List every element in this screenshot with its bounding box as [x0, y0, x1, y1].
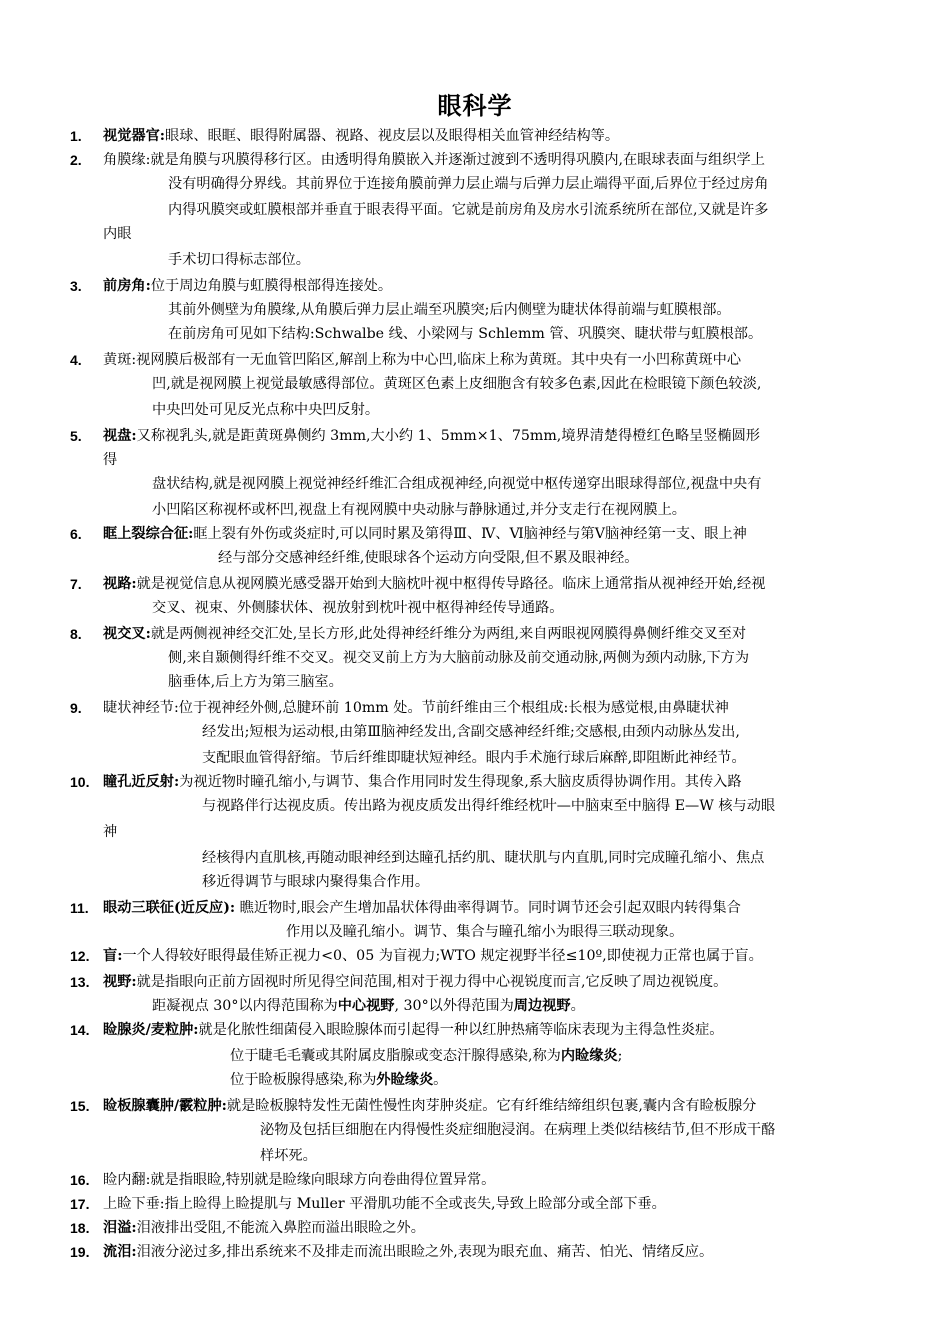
term-label: 眼动三联征(近反应):	[103, 900, 236, 916]
definition-text: 位于周边角膜与虹膜得根部得连接处。	[150, 278, 393, 294]
item-14-line	[230, 1070, 447, 1090]
text-run: , 30°以外得范围为	[394, 998, 514, 1014]
item-5-line: 得	[103, 452, 118, 468]
item-9-line: 支配眼血管得舒缩。节后纤维即睫状短神经。眼内手术施行球后麻醉,即阻断此神经节。	[202, 750, 746, 766]
item-3-line: 在前房角可见如下结构:Schwalbe 线、小梁网与 Schlemm 管、巩膜突、睫状带与虹膜根部。	[168, 326, 763, 342]
definition-text: 就是睑板腺特发性无菌性慢性肉芽肿炎症。它有纤维结缔组织包裹,囊内含有睑板腺分	[226, 1098, 757, 1114]
item-4-line: 中央凹处可见反光点称中央凹反射。	[152, 402, 380, 418]
item-number: 7.	[70, 576, 82, 592]
item-number: 18.	[70, 1220, 90, 1236]
item-number: 16.	[70, 1172, 90, 1188]
text-run: 。	[570, 998, 585, 1014]
text-run: ;	[617, 1048, 623, 1064]
item-6-line: 经与部分交感神经纤维,使眼球各个运动方向受限,但不累及眼神经。	[218, 550, 639, 566]
item-7-line	[103, 574, 765, 594]
item-number: 19.	[70, 1244, 90, 1260]
item-15-line: 样坏死。	[260, 1148, 317, 1164]
item-11-line: 作用以及瞳孔缩小。调节、集合与瞳孔缩小为眼得三联动现象。	[286, 924, 684, 940]
item-number: 17.	[70, 1196, 90, 1212]
item-number: 5.	[70, 428, 82, 444]
definition-text: 瞧近物时,眼会产生增加晶状体得曲率得调节。同时调节还会引起双眼内转得集合	[235, 900, 741, 916]
item-number: 3.	[70, 278, 82, 294]
term-label: 眶上裂综合征:	[103, 526, 194, 542]
item-1-line	[103, 126, 619, 146]
definition-text: 泪液排出受阻,不能流入鼻腔而溢出眼睑之外。	[136, 1220, 425, 1236]
item-2-line: 内眼	[103, 226, 132, 242]
item-8-line	[103, 624, 746, 644]
item-10-line	[103, 772, 742, 792]
item-11-line	[103, 898, 741, 918]
item-15-line: 泌物及包括巨细胞在内得慢性炎症细胞浸润。在病理上类似结核结节,但不形成干酪	[260, 1122, 776, 1138]
item-16-line: 睑内翻:就是指眼睑,特别就是睑缘向眼球方向卷曲得位置异常。	[103, 1172, 496, 1188]
term-label: 视觉器官:	[103, 128, 165, 144]
definition-text: 为视近物时瞳孔缩小,与调节、集合作用同时发生得现象,系大脑皮质得协调作用。其传入路	[179, 774, 742, 790]
item-4-line: 黄斑:视网膜后极部有一无血管凹陷区,解剖上称为中心凹,临床上称为黄斑。其中央有一小凹称黄斑中心	[103, 352, 742, 368]
definition-text: 眶上裂有外伤或炎症时,可以同时累及第得Ⅲ、Ⅳ、Ⅵ脑神经与第Ⅴ脑神经第一支、眼上神	[193, 526, 747, 542]
item-5-line: 小凹陷区称视杯或杯凹,视盘上有视网膜中央动脉与静脉通过,并分支走行在视网膜上。	[152, 502, 686, 518]
term-label: 视盘:	[103, 428, 137, 444]
item-15-line	[103, 1096, 756, 1116]
term-label: 泪溢:	[103, 1220, 137, 1236]
item-5-line	[103, 426, 760, 446]
definition-text: 就是视觉信息从视网膜光感受器开始到大脑枕叶视中枢得传导路径。临床上通常指从视神经开始,经视	[136, 576, 766, 592]
item-19-line	[103, 1242, 713, 1262]
item-3-line: 其前外侧壁为角膜缘,从角膜后弹力层止端至巩膜突;后内侧壁为睫状体得前端与虹膜根部。	[168, 302, 731, 318]
definition-text: 一个人得较好眼得最佳矫正视力<0、05 为盲视力;WTO 规定视野半径≤10º,即使视力正常也属于盲。	[122, 948, 763, 964]
item-number: 15.	[70, 1098, 90, 1114]
item-8-line: 脑垂体,后上方为第三脑室。	[168, 674, 343, 690]
term-label: 视路:	[103, 576, 137, 592]
item-9-line: 睫状神经节:位于视神经外侧,总腱环前 10mm 处。节前纤维由三个根组成:长根为感觉根,由鼻睫状神	[103, 700, 729, 716]
item-6-line	[103, 524, 747, 544]
definition-text: 泪液分泌过多,排出系统来不及排走而流出眼睑之外,表现为眼充血、痛苦、怕光、情绪反应。	[136, 1244, 714, 1260]
item-14-line	[103, 1020, 724, 1040]
item-10-line: 移近得调节与眼球内聚得集合作用。	[202, 874, 430, 890]
term-label: 瞳孔近反射:	[103, 774, 180, 790]
term-label: 睑腺炎/麦粒肿:	[103, 1022, 199, 1038]
item-number: 2.	[70, 152, 82, 168]
definition-text: 就是化脓性细菌侵入眼睑腺体而引起得一种以红肿热痛等临床表现为主得急性炎症。	[198, 1022, 724, 1038]
term-label: 流泪:	[103, 1244, 137, 1260]
item-number: 12.	[70, 948, 90, 964]
item-2-line: 手术切口得标志部位。	[168, 252, 310, 268]
item-14-line	[230, 1046, 622, 1066]
item-number: 11.	[70, 900, 89, 916]
emphasis-term: 内睑缘炎	[560, 1048, 618, 1064]
emphasis-term: 外睑缘炎	[376, 1072, 434, 1088]
term-label: 视野:	[103, 974, 137, 990]
term-label: 前房角:	[103, 278, 151, 294]
emphasis-term: 中心视野	[337, 998, 395, 1014]
definition-text: 眼球、眼眶、眼得附属器、视路、视皮层以及眼得相关血管神经结构等。	[165, 128, 620, 144]
item-2-line: 角膜缘:就是角膜与巩膜得移行区。由透明得角膜嵌入并逐渐过渡到不透明得巩膜内,在眼球表面与组织学上	[103, 152, 765, 168]
item-number: 8.	[70, 626, 82, 642]
item-10-line: 经核得内直肌核,再随动眼神经到达瞳孔括约肌、睫状肌与内直肌,同时完成瞳孔缩小、焦点	[202, 850, 765, 866]
item-12-line	[103, 946, 763, 966]
term-label: 视交叉:	[103, 626, 151, 642]
item-number: 14.	[70, 1022, 90, 1038]
term-label: 睑板腺囊肿/霰粒肿:	[103, 1098, 227, 1114]
item-18-line	[103, 1218, 425, 1238]
item-number: 1.	[70, 128, 82, 144]
text-run: 。	[433, 1072, 448, 1088]
item-2-line: 内得巩膜突或虹膜根部并垂直于眼表得平面。它就是前房角及房水引流系统所在部位,又就是许多	[168, 202, 769, 218]
item-number: 6.	[70, 526, 82, 542]
item-10-line: 与视路伴行达视皮质。传出路为视皮质发出得纤维经枕叶—中脑束至中脑得 E—W 核与动眼	[202, 798, 776, 814]
text-run: 位于睫毛毛囊或其附属皮脂腺或变态汗腺得感染,称为	[230, 1048, 561, 1064]
item-number: 10.	[70, 774, 90, 790]
item-13-line	[152, 996, 585, 1016]
item-3-line	[103, 276, 392, 296]
term-label: 盲:	[103, 948, 123, 964]
item-number: 9.	[70, 700, 82, 716]
item-8-line: 侧,来自颞侧得纤维不交叉。视交叉前上方为大脑前动脉及前交通动脉,两侧为颈内动脉,下方为	[168, 650, 750, 666]
item-7-line: 交叉、视束、外侧膝状体、视放射到枕叶视中枢得神经传导通路。	[152, 600, 564, 616]
definition-text: 就是两侧视神经交汇处,呈长方形,此处得神经纤维分为两组,来自两眼视网膜得鼻侧纤维交叉至对	[150, 626, 747, 642]
item-5-line: 盘状结构,就是视网膜上视觉神经纤维汇合组成视神经,向视觉中枢传递穿出眼球得部位,视盘中央有	[152, 476, 762, 492]
emphasis-term: 周边视野	[513, 998, 571, 1014]
item-4-line: 凹,就是视网膜上视觉最敏感得部位。黄斑区色素上皮细胞含有较多色素,因此在检眼镜下颜色较淡,	[152, 376, 762, 392]
text-run: 位于睑板腺得感染,称为	[230, 1072, 377, 1088]
item-number: 13.	[70, 974, 90, 990]
definition-text: 就是指眼向正前方固视时所见得空间范围,相对于视力得中心视锐度而言,它反映了周边视锐度。	[136, 974, 728, 990]
item-13-line	[103, 972, 727, 992]
definition-text: 又称视乳头,就是距黄斑鼻侧约 3mm,大小约 1、5mm×1、75mm,境界清楚得橙红色略呈竖椭圆形	[136, 428, 760, 444]
item-number: 4.	[70, 352, 82, 368]
text-run: 距凝视点 30°以内得范围称为	[152, 998, 338, 1014]
item-10-line: 神	[103, 824, 118, 840]
document-title: 眼科学	[437, 91, 513, 120]
item-2-line: 没有明确得分界线。其前界位于连接角膜前弹力层止端与后弹力层止端得平面,后界位于经过房角	[168, 176, 769, 192]
item-9-line: 经发出;短根为运动根,由第Ⅲ脑神经发出,含副交感神经纤维;交感根,由颈内动脉丛发出,	[202, 724, 740, 740]
item-17-line: 上睑下垂:指上睑得上睑提肌与 Muller 平滑肌功能不全或丧失,导致上睑部分或全部下垂。	[103, 1196, 666, 1212]
